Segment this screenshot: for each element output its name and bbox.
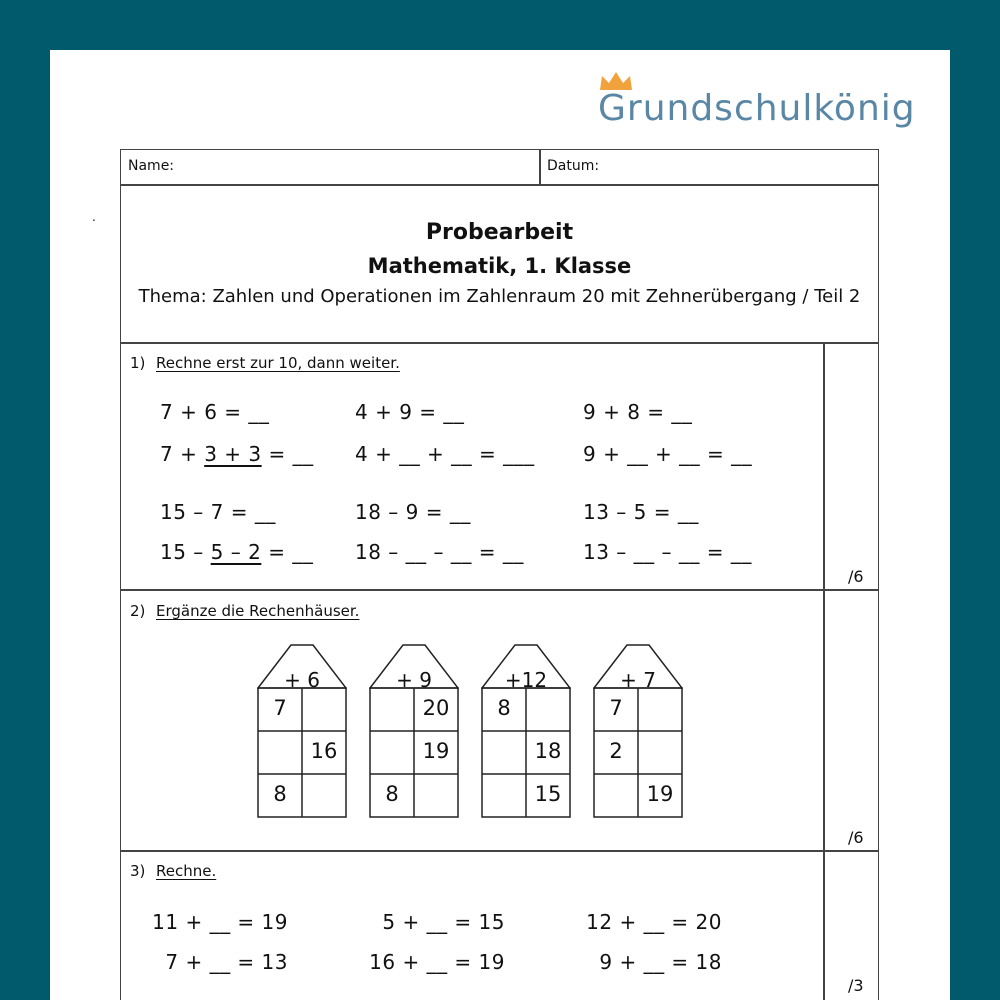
task1-equation[interactable]: 7 + 3 + 3 = __	[160, 442, 314, 466]
rechenhaus	[481, 644, 571, 826]
task3-instruction: Rechne.	[156, 862, 217, 880]
task1-equation[interactable]: 13 – __ – __ = __	[583, 540, 752, 564]
task2-number: 2)	[130, 602, 146, 620]
task1-equation[interactable]: 7 + 6 = __	[160, 400, 270, 424]
task3-score: /3	[848, 976, 864, 995]
task3-equation[interactable]: 7 + __ = 13	[165, 950, 288, 974]
name-field-label[interactable]: Name:	[128, 158, 175, 174]
house-cell-value: 18	[534, 739, 562, 763]
house-cell-value: 16	[310, 739, 338, 763]
house-roof-operation: + 7	[620, 668, 656, 692]
task1-equation[interactable]: 18 – __ – __ = __	[355, 540, 524, 564]
task1-equation[interactable]: 13 – 5 = __	[583, 500, 699, 524]
house-roof-operation: + 9	[396, 668, 432, 692]
task2-score: /6	[848, 828, 864, 847]
title-probearbeit: Probearbeit	[425, 220, 574, 245]
task3-equation[interactable]: 16 + __ = 19	[369, 950, 505, 974]
task1-equation[interactable]: 18 – 9 = __	[355, 500, 471, 524]
house-roof-operation: +12	[504, 668, 548, 692]
house-roof-operation: + 6	[284, 668, 320, 692]
header-row	[120, 149, 879, 186]
house-cell-value: 8	[385, 782, 399, 806]
task1-equation[interactable]: 4 + __ + __ = ___	[355, 442, 535, 466]
house-cell-value: 8	[273, 782, 287, 806]
house-cell-value: 20	[422, 696, 450, 720]
stray-dot: .	[92, 210, 96, 224]
worksheet-page	[50, 50, 950, 1000]
date-field-label[interactable]: Datum:	[547, 158, 600, 174]
task3-equation[interactable]: 11 + __ = 19	[152, 910, 288, 934]
house-cell-value: 7	[273, 696, 287, 720]
house-cell-value: 2	[609, 739, 623, 763]
task1-equation[interactable]: 15 – 5 – 2 = __	[160, 540, 314, 564]
brand-name: Grundschulkönig	[598, 88, 916, 129]
task3-number: 3)	[130, 862, 146, 880]
task1-number: 1)	[130, 354, 146, 372]
task3-equation[interactable]: 5 + __ = 15	[382, 910, 505, 934]
rechenhaus	[369, 644, 459, 826]
title-subject: Mathematik, 1. Klasse	[367, 254, 632, 278]
house-cell-value: 15	[534, 782, 562, 806]
house-cell-value: 19	[646, 782, 674, 806]
rechenhaus	[257, 644, 347, 826]
task1-score: /6	[848, 567, 864, 586]
brand-logo	[598, 80, 928, 140]
task3-equation[interactable]: 9 + __ = 18	[599, 950, 722, 974]
task1-equation[interactable]: 15 – 7 = __	[160, 500, 276, 524]
task1-equation[interactable]: 9 + __ + __ = __	[583, 442, 753, 466]
task1-equation[interactable]: 4 + 9 = __	[355, 400, 465, 424]
title-topic: Thema: Zahlen und Operationen im Zahlenraum 20 mit Zehnerübergang / Teil 2	[138, 286, 861, 307]
task1-instruction: Rechne erst zur 10, dann weiter.	[156, 354, 400, 372]
house-cell-value: 19	[422, 739, 450, 763]
house-cell-value: 7	[609, 696, 623, 720]
task2-instruction: Ergänze die Rechenhäuser.	[156, 602, 360, 620]
house-cell-value: 8	[497, 696, 511, 720]
task1-equation[interactable]: 9 + 8 = __	[583, 400, 693, 424]
task3-equation[interactable]: 12 + __ = 20	[586, 910, 722, 934]
rechenhaus	[593, 644, 683, 826]
